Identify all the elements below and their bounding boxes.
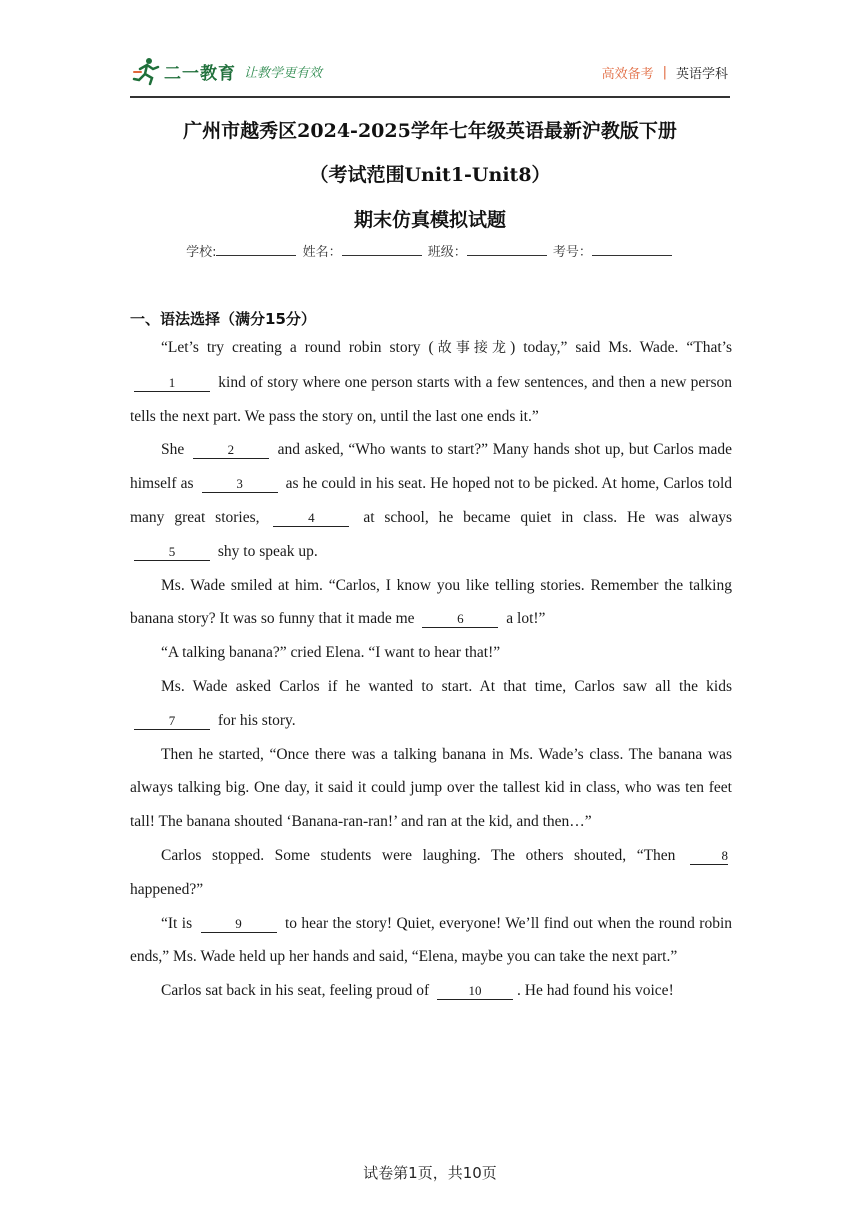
section-heading: 一、语法选择（满分15分） [130, 310, 316, 328]
paragraph-8: “It is 9 to hear the story! Quiet, everyone! We’ll find out when the round robin ends,” Ms. Wade held up her hands and said, “Elena, maybe you can take the next part.” [130, 914, 733, 966]
blank-3[interactable]: 3 [202, 475, 278, 493]
paragraph-9: Carlos sat back in his seat, feeling proud of 10 . He had found his voice! [161, 982, 674, 1000]
class-label: 班级： [427, 245, 467, 260]
paragraph-7: Carlos stopped. Some students were laughing. The others shouted, “Then 8 happened?” [130, 846, 728, 898]
header-divider [130, 96, 730, 98]
number-field[interactable] [592, 243, 672, 256]
paragraph-1: “Let’s try creating a round robin story (故事接龙) today,” said Ms. Wade. “That’s 1 kind of story where one person starts with a few sentences, and then a new person tells the next part. We pass the story on, until the last one ends it.” [130, 339, 733, 425]
school-field[interactable] [216, 243, 296, 256]
subject-tag: 英语学科 [675, 67, 728, 82]
student-info-row [0, 241, 860, 260]
school-label: 学校: [186, 245, 217, 260]
blank-10[interactable]: 10 [437, 982, 513, 1000]
blank-5[interactable]: 5 [134, 543, 210, 561]
exam-prep-tag: 高效备考 [601, 67, 654, 82]
name-label: 姓名： [302, 245, 342, 260]
page-title: 广州市越秀区2024-2025学年七年级英语最新沪教版下册 [183, 120, 677, 142]
page-header [130, 52, 730, 96]
blank-4[interactable]: 4 [273, 509, 349, 527]
paragraph-6: Then he started, “Once there was a talking banana in Ms. Wade’s class. The banana was always talking big. One day, it said it could jump over the tallest kid in class, who was ten feet tall! The banana shouted ‘Banana-ran-ran!’ and ran at the kid, and then…” [130, 745, 732, 831]
logo-slogan: 让教学更有效 [244, 65, 323, 81]
number-label: 考号： [552, 245, 592, 260]
blank-9[interactable]: 9 [201, 915, 277, 933]
exam-scope: （考试范围Unit1-Unit8） [309, 164, 551, 186]
paragraph-5: Ms. Wade asked Carlos if he wanted to start. At that time, Carlos saw all the kids 7 for his story. [130, 670, 732, 738]
blank-8[interactable]: 8 [690, 847, 728, 865]
logo [132, 56, 322, 86]
tag-separator: | [662, 65, 667, 80]
blank-7[interactable]: 7 [134, 712, 210, 730]
reading-passage [130, 331, 732, 1008]
paragraph-3: Ms. Wade smiled at him. “Carlos, I know you like telling stories. Remember the talking banana story? It was so funny that it made me 6 a lot!” [130, 576, 732, 628]
subject-tags [602, 63, 728, 82]
page-number: 试卷第1页，共10页 [363, 1164, 497, 1182]
class-field[interactable] [467, 243, 547, 256]
name-field[interactable] [342, 243, 422, 256]
runner-logo-icon [132, 56, 162, 86]
logo-name: 二一教育 [164, 63, 236, 83]
blank-6[interactable]: 6 [422, 610, 498, 628]
blank-1[interactable]: 1 [134, 374, 210, 392]
blank-2[interactable]: 2 [193, 441, 269, 459]
exam-name: 期末仿真模拟试题 [353, 209, 506, 231]
paragraph-2: She 2 and asked, “Who wants to start?” Many hands shot up, but Carlos made himself as 3 as he could in his seat. He hoped not to be picked. At home, Carlos told many great stories, 4 at school, he became quiet in class. He was always 5 shy to speak up. [130, 441, 733, 560]
chinese-gloss: 故事接龙 [433, 340, 511, 356]
paragraph-4: “A talking banana?” cried Elena. “I want to hear that!” [161, 644, 501, 662]
